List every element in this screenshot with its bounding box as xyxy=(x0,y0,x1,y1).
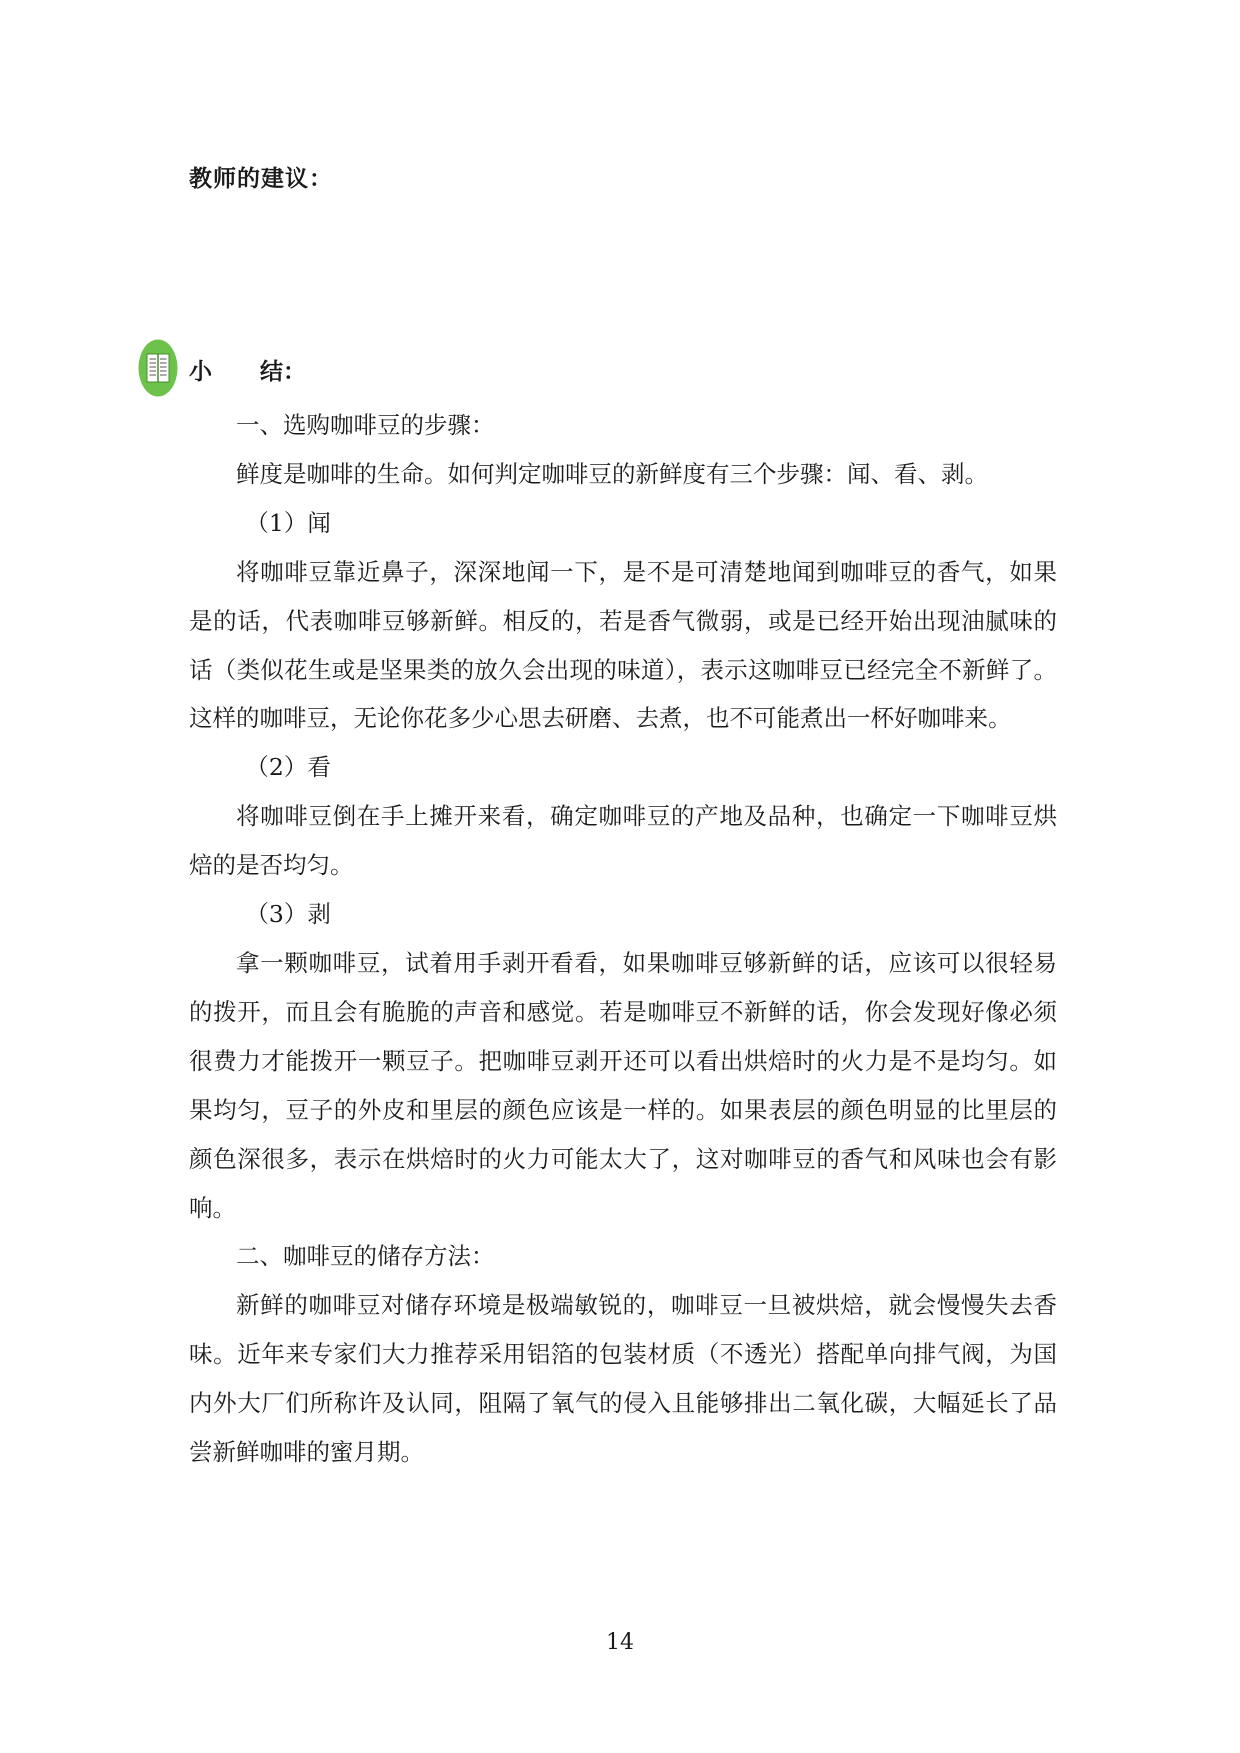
step1-paragraph: 将咖啡豆靠近鼻子，深深地闻一下，是不是可清楚地闻到咖啡豆的香气，如果是的话，代表咖啡豆够新鲜。相反的，若是香气微弱，或是已经开始出现油腻味的话（类似花生或是坚果类的放久会出现的味道），表示这咖啡豆已经完全不新鲜了。这样的咖啡豆，无论你花多少心思去研磨、去煮，也不可能煮出一杯好咖啡来。 xyxy=(189,557,1057,733)
freshness-intro: 鲜度是咖啡的生命。如何判定咖啡豆的新鲜度有三个步骤：闻、看、剥。 xyxy=(236,459,988,488)
step3-label: （3）剥 xyxy=(245,900,331,929)
summary-title-char-2: 结： xyxy=(260,358,306,385)
step2-label: （2）看 xyxy=(245,753,331,782)
step1-label: （1）闻 xyxy=(245,508,331,537)
section1-heading: 一、选购咖啡豆的步骤： xyxy=(236,411,495,439)
summary-heading xyxy=(189,353,306,386)
teacher-suggestion-heading: 教师的建议： xyxy=(189,165,333,192)
page-number: 14 xyxy=(606,1630,634,1655)
section2-heading: 二、咖啡豆的储存方法： xyxy=(236,1242,495,1271)
step3-paragraph: 拿一颗咖啡豆，试着用手剥开看看，如果咖啡豆够新鲜的话，应该可以很轻易的拨开，而且会有脆脆的声音和感觉。若是咖啡豆不新鲜的话，你会发现好像必须很费力才能拨开一颗豆子。把咖啡豆剥开还可以看出烘焙时的火力是不是均匀。如果均匀，豆子的外皮和里层的颜色应该是一样的。如果表层的颜色明显的比里层的颜色深很多，表示在烘焙时的火力可能太大了，这对咖啡豆的香气和风味也会有影响。 xyxy=(189,948,1057,1222)
storage-paragraph: 新鲜的咖啡豆对储存环境是极端敏锐的，咖啡豆一旦被烘焙，就会慢慢失去香味。近年来专家们大力推荐采用铝箔的包装材质（不透光）搭配单向排气阀，为国内外大厂们所称许及认同，阻隔了氧气的侵入且能够排出二氧化碳，大幅延长了品尝新鲜咖啡的蜜月期。 xyxy=(189,1291,1057,1467)
step2-paragraph: 将咖啡豆倒在手上摊开来看，确定咖啡豆的产地及品种，也确定一下咖啡豆烘焙的是否均匀。 xyxy=(189,802,1057,880)
summary-body xyxy=(189,401,1057,1477)
book-icon xyxy=(138,339,178,397)
summary-title-char-1: 小 xyxy=(189,358,212,385)
